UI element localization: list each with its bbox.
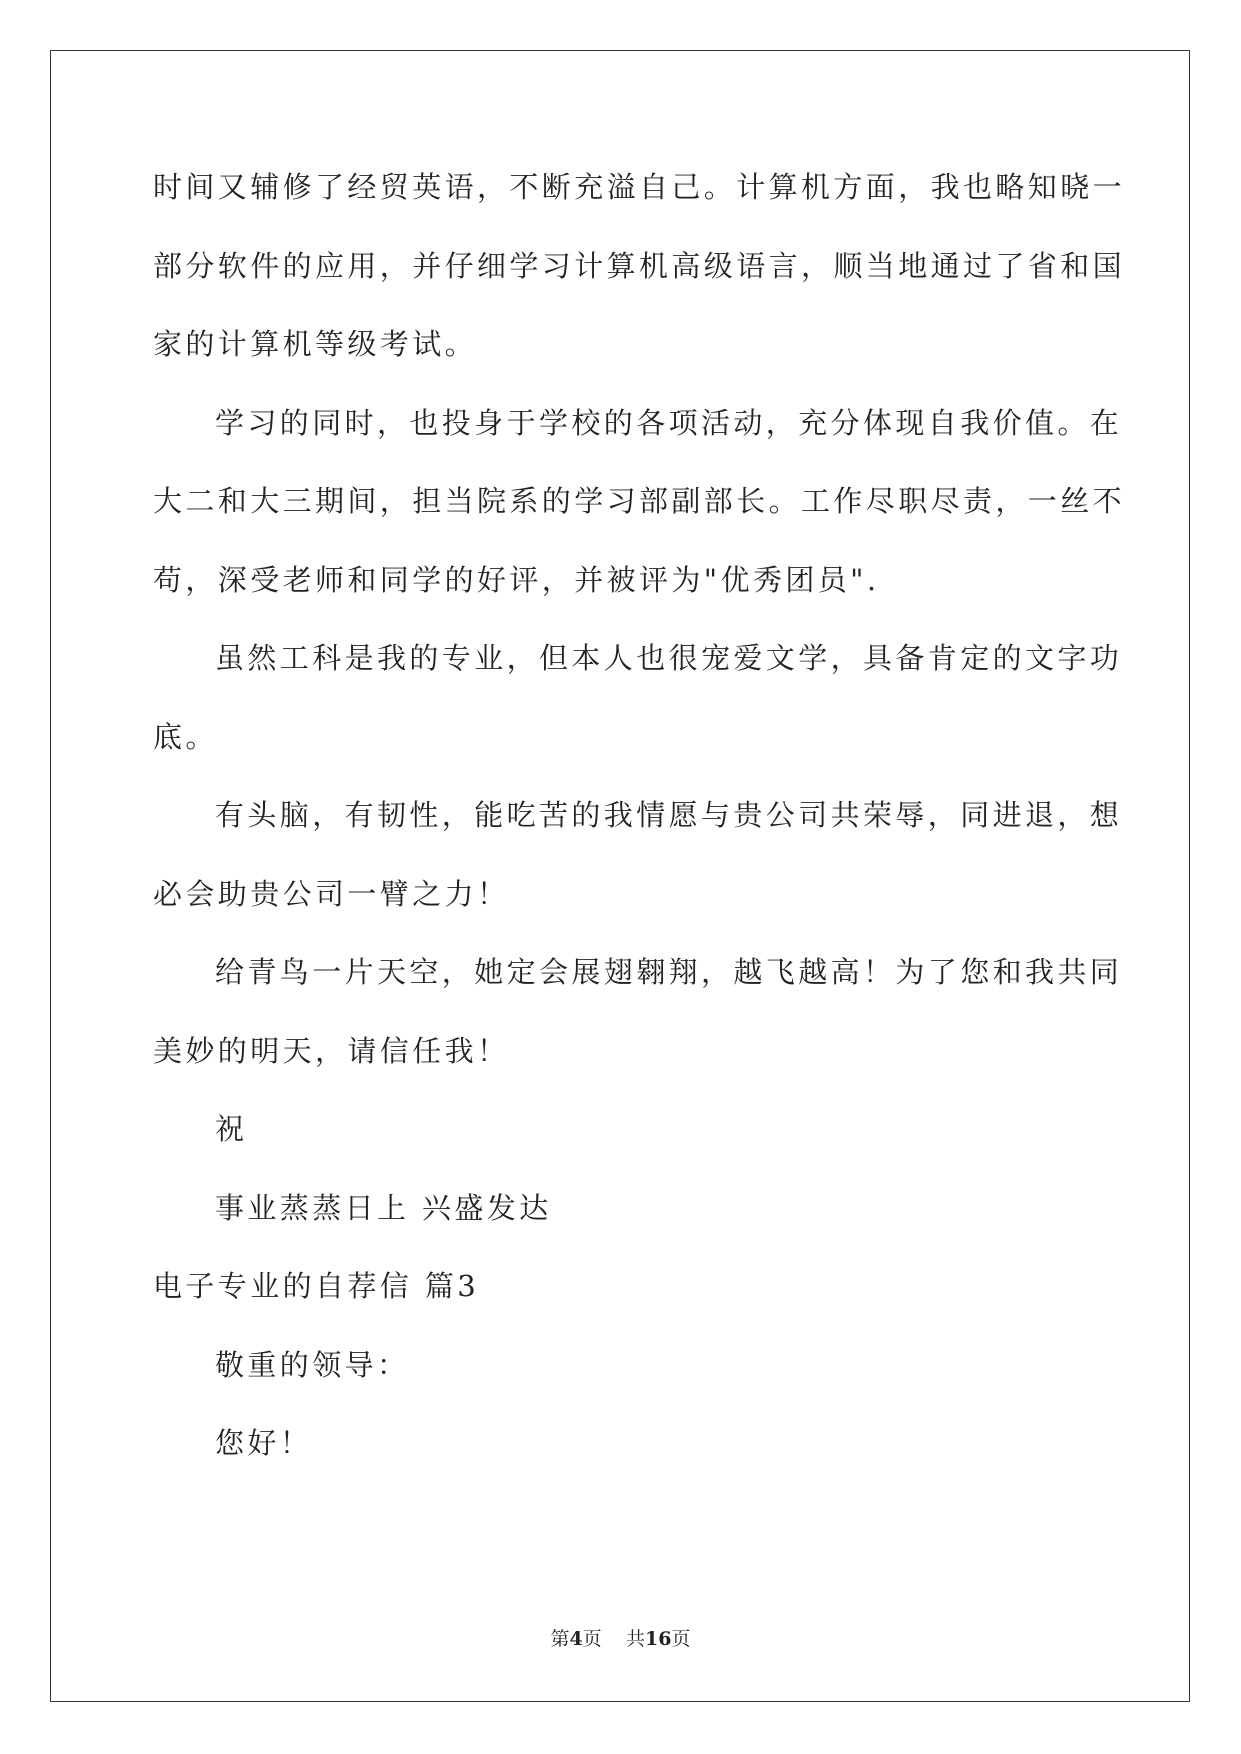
text-line-7: 虽然工科是我的专业，但本人也很宠爱文学，具备肯定的文字功 bbox=[215, 641, 1123, 675]
text-line-4: 学习的同时，也投身于学校的各项活动，充分体现自我价值。在 bbox=[215, 405, 1123, 440]
text-line-3: 家的计算机等级考试。 bbox=[153, 327, 478, 361]
footer-current-page: 4 bbox=[569, 1628, 583, 1650]
text-line-10: 必会助贵公司一臂之力！ bbox=[153, 876, 510, 911]
footer-prefix: 第 bbox=[550, 1628, 570, 1650]
text-line-6: 苟，深受老师和同学的好评，并被评为"优秀团员". bbox=[153, 562, 880, 597]
text-line-12: 美妙的明天，请信任我！ bbox=[153, 1033, 510, 1068]
document-body bbox=[153, 148, 1126, 1483]
text-line-2: 部分软件的应用，并仔细学习计算机高级语言，顺当地通过了省和国 bbox=[153, 248, 1126, 283]
footer-page-unit: 页 bbox=[582, 1628, 602, 1650]
salutation-wish: 祝 bbox=[215, 1112, 248, 1146]
text-line-5: 大二和大三期间，担当院系的学习部副部长。工作尽职尽责，一丝不 bbox=[153, 484, 1126, 518]
text-line-8: 底。 bbox=[153, 719, 218, 754]
page-footer bbox=[0, 1624, 1241, 1651]
footer-total-prefix: 共 bbox=[625, 1628, 645, 1650]
section-heading: 电子专业的自荐信 篇3 bbox=[153, 1269, 480, 1303]
footer-total-unit: 页 bbox=[671, 1628, 691, 1650]
closing-wish: 事业蒸蒸日上 兴盛发达 bbox=[215, 1190, 552, 1225]
greeting-line: 敬重的领导： bbox=[215, 1347, 410, 1382]
text-line-9: 有头脑，有韧性，能吃苦的我情愿与贵公司共荣辱，同进退，想 bbox=[215, 798, 1123, 832]
footer-total-pages: 16 bbox=[644, 1628, 672, 1650]
text-line-11: 给青鸟一片天空，她定会展翅翱翔，越飞越高！为了您和我共同 bbox=[215, 955, 1123, 989]
text-line-1: 时间又辅修了经贸英语，不断充溢自己。计算机方面，我也略知晓一 bbox=[153, 170, 1126, 204]
hello-line: 您好！ bbox=[215, 1426, 313, 1460]
